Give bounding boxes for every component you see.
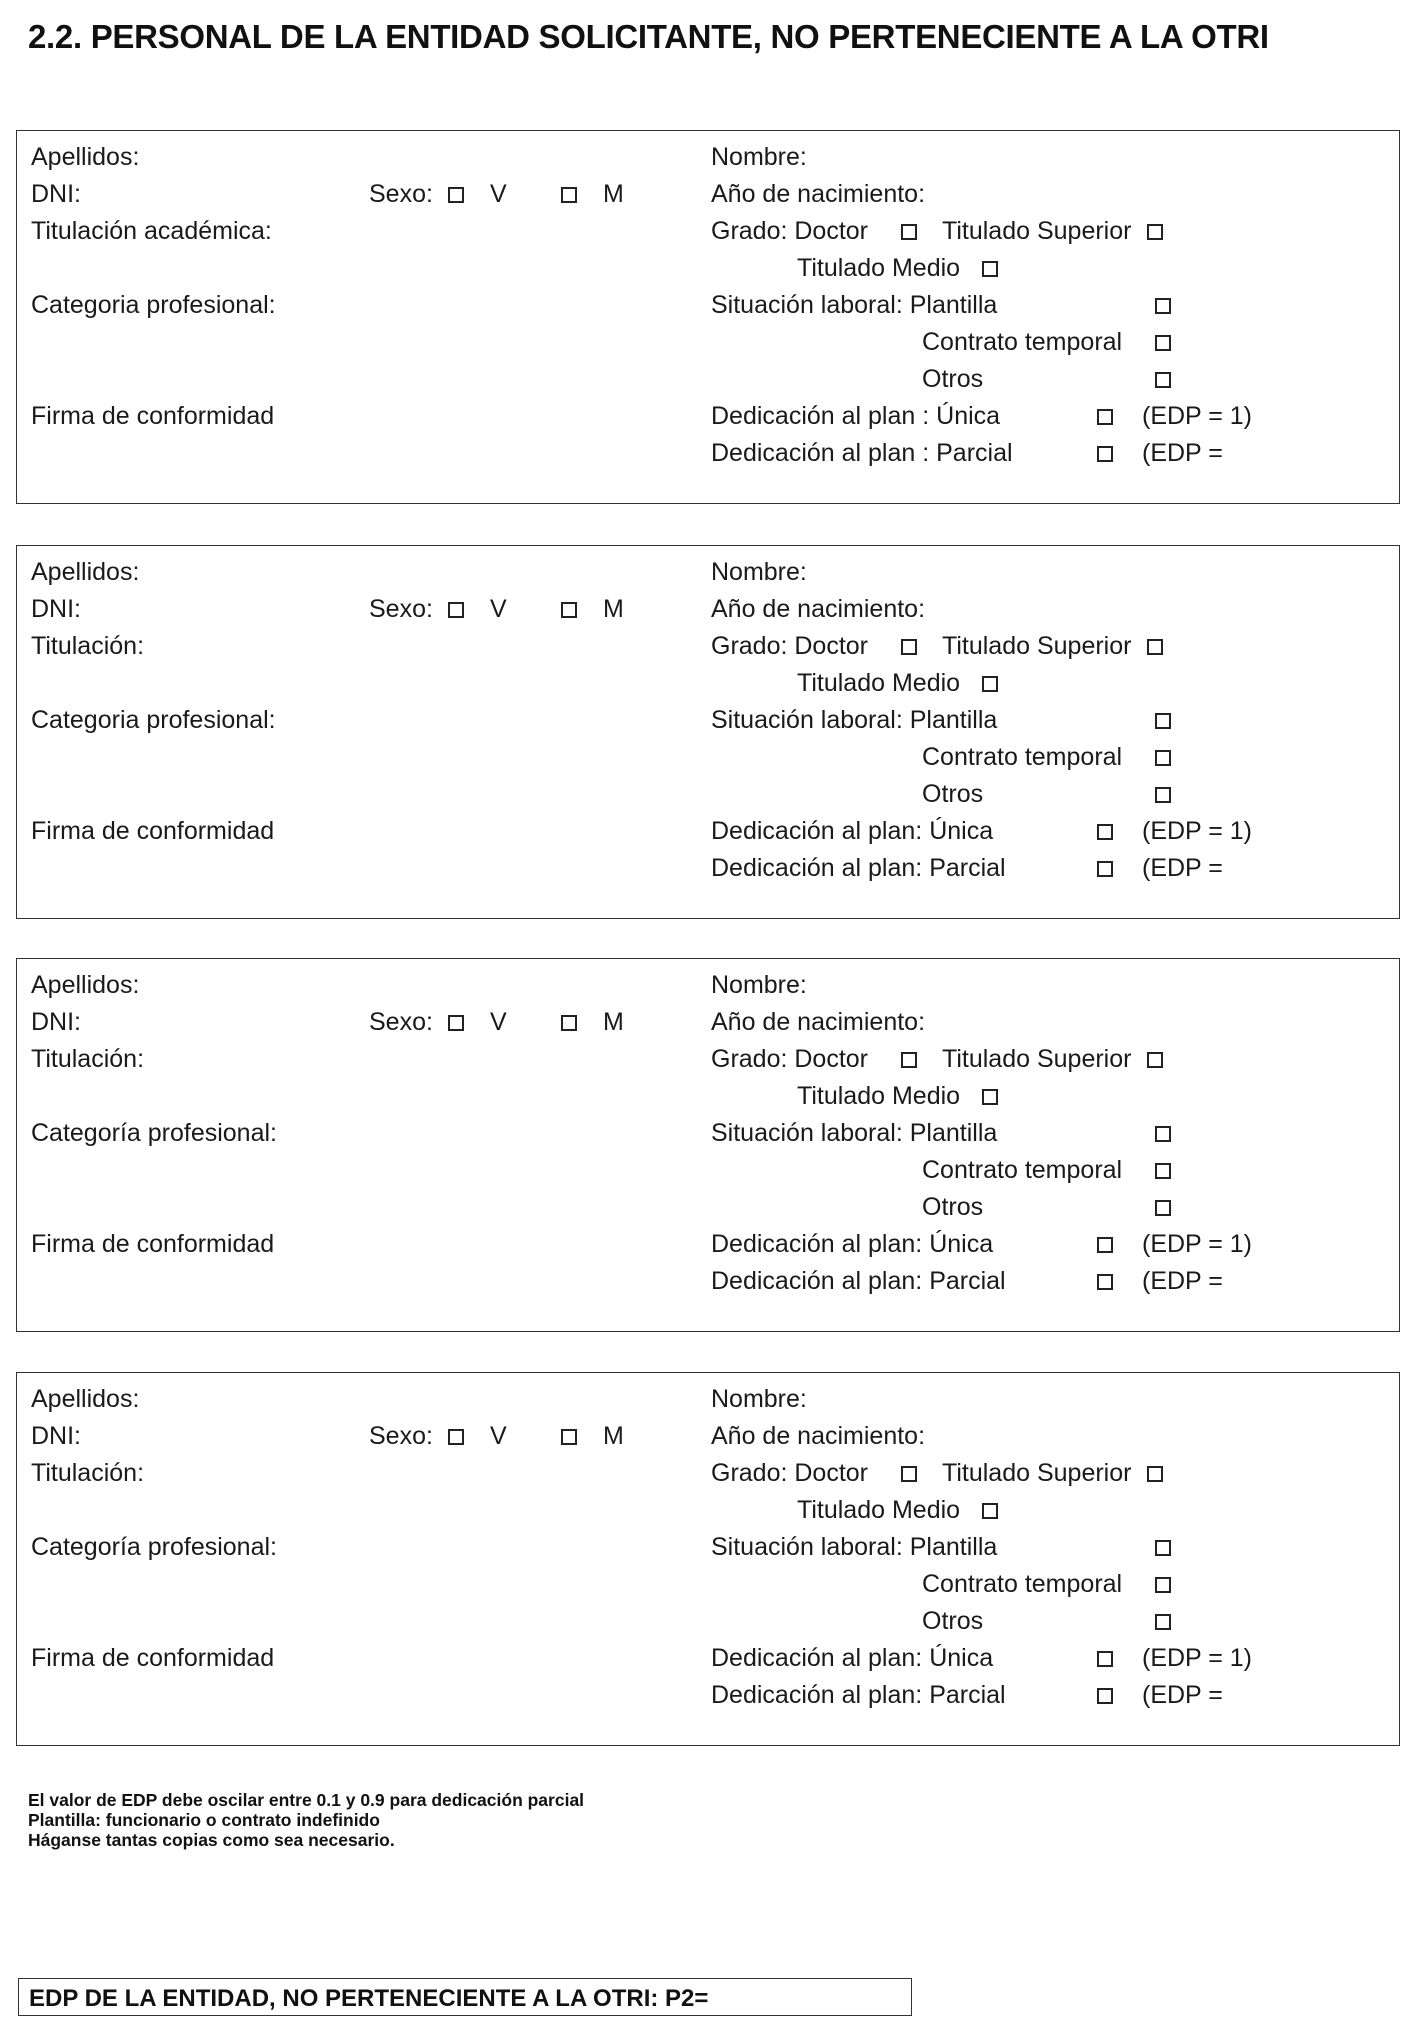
sex-m-checkbox[interactable] (561, 1015, 577, 1031)
surname-label: Apellidos: (31, 558, 140, 586)
professional-category-label: Categoria profesional: (31, 706, 276, 734)
birth-year-label: Año de nacimiento: (711, 180, 926, 208)
degree-label: Titulación: (31, 1045, 145, 1073)
note-edp-range: El valor de EDP debe oscilar entre 0.1 y 0.9 para dedicación parcial (28, 1790, 585, 1810)
signature-label: Firma de conformidad (31, 1644, 275, 1672)
plantilla-checkbox[interactable] (1155, 1126, 1171, 1142)
titulado-medio-checkbox[interactable] (982, 1089, 998, 1105)
titulado-superior-checkbox[interactable] (1147, 224, 1163, 240)
employment-plantilla-label: Situación laboral: Plantilla (711, 706, 998, 734)
contrato-temporal-checkbox[interactable] (1155, 335, 1171, 351)
degree-label: Titulación académica: (31, 217, 272, 245)
grade-doctor-label: Grado: Doctor (711, 632, 869, 660)
birth-year-label: Año de nacimiento: (711, 1422, 926, 1450)
employment-plantilla-label: Situación laboral: Plantilla (711, 291, 998, 319)
contrato-temporal-checkbox[interactable] (1155, 750, 1171, 766)
sex-m-label: M (603, 1422, 624, 1450)
sex-m-checkbox[interactable] (561, 602, 577, 618)
page-title: 2.2. PERSONAL DE LA ENTIDAD SOLICITANTE, NO PERTENECIENTE A LA OTRI (28, 18, 1269, 55)
birth-year-label: Año de nacimiento: (711, 595, 926, 623)
professional-category-label: Categoria profesional: (31, 291, 276, 319)
dedication-unica-checkbox[interactable] (1097, 1237, 1113, 1253)
edp-unica-label: (EDP = 1) (1142, 1644, 1252, 1672)
contrato-temporal-label: Contrato temporal (922, 1156, 1123, 1184)
dedication-unica-checkbox[interactable] (1097, 824, 1113, 840)
dedication-unica-checkbox[interactable] (1097, 1651, 1113, 1667)
doctor-checkbox[interactable] (901, 1466, 917, 1482)
dedication-unica-label: Dedicación al plan: Única (711, 817, 994, 845)
dedication-unica-checkbox[interactable] (1097, 409, 1113, 425)
dni-label: DNI: (31, 595, 81, 623)
dedication-parcial-checkbox[interactable] (1097, 1688, 1113, 1704)
surname-label: Apellidos: (31, 1385, 140, 1413)
titulado-medio-label: Titulado Medio (797, 1082, 961, 1110)
professional-category-label: Categoría profesional: (31, 1119, 277, 1147)
otros-label: Otros (922, 1193, 984, 1221)
edp-unica-label: (EDP = 1) (1142, 1230, 1252, 1258)
dedication-parcial-label: Dedicación al plan: Parcial (711, 1681, 1006, 1709)
sex-label: Sexo: (369, 1422, 433, 1450)
otros-checkbox[interactable] (1155, 1614, 1171, 1630)
signature-label: Firma de conformidad (31, 1230, 275, 1258)
sex-v-label: V (490, 595, 507, 623)
dedication-parcial-label: Dedicación al plan : Parcial (711, 439, 1013, 467)
sex-label: Sexo: (369, 180, 433, 208)
titulado-superior-label: Titulado Superior (942, 1459, 1132, 1487)
entity-edp-total-box[interactable] (18, 1978, 912, 2016)
titulado-medio-checkbox[interactable] (982, 261, 998, 277)
titulado-superior-label: Titulado Superior (942, 632, 1132, 660)
surname-label: Apellidos: (31, 143, 140, 171)
dedication-unica-label: Dedicación al plan : Única (711, 402, 1001, 430)
dedication-unica-label: Dedicación al plan: Única (711, 1644, 994, 1672)
contrato-temporal-checkbox[interactable] (1155, 1163, 1171, 1179)
edp-parcial-label: (EDP = (1142, 439, 1223, 467)
contrato-temporal-label: Contrato temporal (922, 328, 1123, 356)
sex-m-checkbox[interactable] (561, 1429, 577, 1445)
edp-unica-label: (EDP = 1) (1142, 817, 1252, 845)
contrato-temporal-checkbox[interactable] (1155, 1577, 1171, 1593)
employment-plantilla-label: Situación laboral: Plantilla (711, 1119, 998, 1147)
sex-v-label: V (490, 180, 507, 208)
note-copies: Háganse tantas copias como sea necesario. (28, 1830, 395, 1850)
sex-v-checkbox[interactable] (448, 1015, 464, 1031)
contrato-temporal-label: Contrato temporal (922, 743, 1123, 771)
dni-label: DNI: (31, 1008, 81, 1036)
titulado-medio-label: Titulado Medio (797, 254, 961, 282)
professional-category-label: Categoría profesional: (31, 1533, 277, 1561)
sex-m-label: M (603, 1008, 624, 1036)
otros-checkbox[interactable] (1155, 787, 1171, 803)
edp-parcial-label: (EDP = (1142, 1681, 1223, 1709)
degree-label: Titulación: (31, 632, 145, 660)
titulado-superior-checkbox[interactable] (1147, 1466, 1163, 1482)
otros-label: Otros (922, 365, 984, 393)
titulado-superior-label: Titulado Superior (942, 217, 1132, 245)
sex-m-checkbox[interactable] (561, 187, 577, 203)
titulado-medio-checkbox[interactable] (982, 1503, 998, 1519)
plantilla-checkbox[interactable] (1155, 298, 1171, 314)
dedication-unica-label: Dedicación al plan: Única (711, 1230, 994, 1258)
notes (28, 1790, 584, 1850)
sex-v-checkbox[interactable] (448, 602, 464, 618)
titulado-medio-label: Titulado Medio (797, 1496, 961, 1524)
sex-v-checkbox[interactable] (448, 1429, 464, 1445)
note-plantilla: Plantilla: funcionario o contrato indefinido (28, 1810, 380, 1830)
staff-form-card (16, 1372, 1400, 1746)
degree-label: Titulación: (31, 1459, 145, 1487)
titulado-medio-label: Titulado Medio (797, 669, 961, 697)
grade-doctor-label: Grado: Doctor (711, 217, 869, 245)
dedication-parcial-checkbox[interactable] (1097, 861, 1113, 877)
sex-v-checkbox[interactable] (448, 187, 464, 203)
edp-parcial-label: (EDP = (1142, 854, 1223, 882)
otros-checkbox[interactable] (1155, 372, 1171, 388)
name-label: Nombre: (711, 558, 807, 586)
sex-m-label: M (603, 180, 624, 208)
sex-label: Sexo: (369, 1008, 433, 1036)
employment-plantilla-label: Situación laboral: Plantilla (711, 1533, 998, 1561)
plantilla-checkbox[interactable] (1155, 1540, 1171, 1556)
titulado-superior-checkbox[interactable] (1147, 1052, 1163, 1068)
grade-doctor-label: Grado: Doctor (711, 1459, 869, 1487)
doctor-checkbox[interactable] (901, 639, 917, 655)
otros-checkbox[interactable] (1155, 1200, 1171, 1216)
signature-label: Firma de conformidad (31, 402, 275, 430)
surname-label: Apellidos: (31, 971, 140, 999)
signature-label: Firma de conformidad (31, 817, 275, 845)
contrato-temporal-label: Contrato temporal (922, 1570, 1123, 1598)
dedication-parcial-label: Dedicación al plan: Parcial (711, 854, 1006, 882)
grade-doctor-label: Grado: Doctor (711, 1045, 869, 1073)
staff-form-card (16, 130, 1400, 504)
titulado-superior-checkbox[interactable] (1147, 639, 1163, 655)
edp-unica-label: (EDP = 1) (1142, 402, 1252, 430)
name-label: Nombre: (711, 1385, 807, 1413)
name-label: Nombre: (711, 143, 807, 171)
otros-label: Otros (922, 1607, 984, 1635)
sex-v-label: V (490, 1008, 507, 1036)
entity-edp-total-label: EDP DE LA ENTIDAD, NO PERTENECIENTE A LA OTRI: P2= (29, 1985, 709, 2012)
birth-year-label: Año de nacimiento: (711, 1008, 926, 1036)
titulado-superior-label: Titulado Superior (942, 1045, 1132, 1073)
otros-label: Otros (922, 780, 984, 808)
plantilla-checkbox[interactable] (1155, 713, 1171, 729)
name-label: Nombre: (711, 971, 807, 999)
staff-form-card (16, 958, 1400, 1332)
dedication-parcial-checkbox[interactable] (1097, 1274, 1113, 1290)
dedication-parcial-checkbox[interactable] (1097, 446, 1113, 462)
titulado-medio-checkbox[interactable] (982, 676, 998, 692)
sex-label: Sexo: (369, 595, 433, 623)
dni-label: DNI: (31, 180, 81, 208)
dni-label: DNI: (31, 1422, 81, 1450)
sex-v-label: V (490, 1422, 507, 1450)
doctor-checkbox[interactable] (901, 1052, 917, 1068)
doctor-checkbox[interactable] (901, 224, 917, 240)
staff-form-card (16, 545, 1400, 919)
edp-parcial-label: (EDP = (1142, 1267, 1223, 1295)
sex-m-label: M (603, 595, 624, 623)
dedication-parcial-label: Dedicación al plan: Parcial (711, 1267, 1006, 1295)
